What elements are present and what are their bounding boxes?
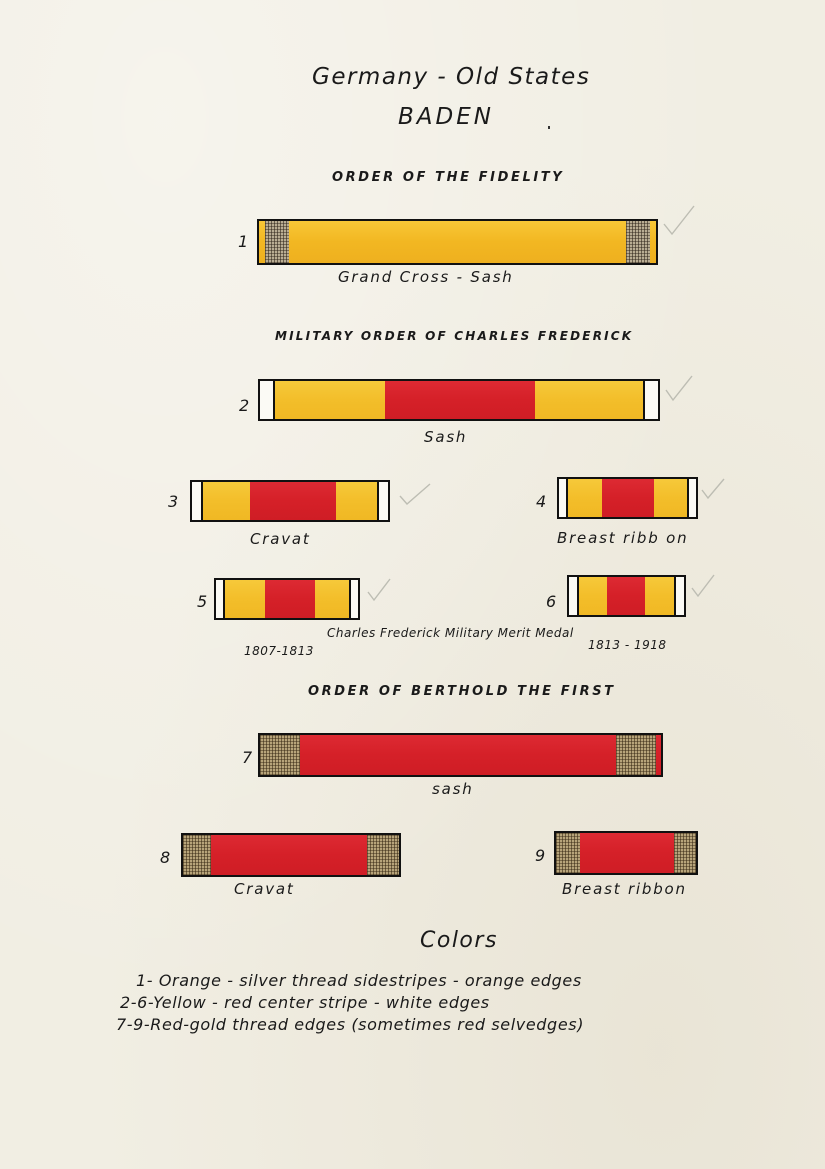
ribbon-side <box>645 577 674 615</box>
legend-line: 1- Orange - silver thread sidestripes - orange edges <box>136 971 582 990</box>
ribbon-edge <box>650 221 656 263</box>
ribbon-center-stripe <box>385 381 535 419</box>
ink-dot <box>548 126 550 129</box>
ribbon-edge <box>377 482 388 520</box>
gold-thread-edge <box>556 833 580 873</box>
ribbon-edge <box>559 479 568 517</box>
ribbon-number: 4 <box>536 492 547 511</box>
ribbon-number: 6 <box>546 592 557 611</box>
ribbon-center-stripe <box>250 482 336 520</box>
ribbon-edge <box>349 580 358 618</box>
checkmark-icon <box>366 576 392 604</box>
ribbon-9-breast-ribbon <box>554 831 698 875</box>
ribbon-caption: Cravat <box>234 880 295 898</box>
ribbon-number: 9 <box>535 846 546 865</box>
gold-thread-edge <box>260 735 300 775</box>
ribbon-side <box>275 381 385 419</box>
ribbon-center-stripe <box>602 479 654 517</box>
ribbon-edge <box>260 381 275 419</box>
ribbon-side <box>568 479 602 517</box>
checkmark-icon <box>664 374 694 404</box>
ribbon-center-stripe <box>265 580 315 618</box>
ribbon-8-cravat <box>181 833 401 877</box>
ribbon-number: 8 <box>160 848 171 867</box>
ribbon-4-breast-ribbon <box>557 477 698 519</box>
ribbon-caption: Cravat <box>250 530 311 548</box>
page-subtitle: BADEN <box>398 104 494 130</box>
ribbon-caption: Breast ribb on <box>557 529 689 547</box>
ribbon-number: 7 <box>242 748 253 767</box>
ribbon-center <box>211 835 367 875</box>
ribbon-number: 3 <box>168 492 179 511</box>
checkmark-icon <box>700 476 726 502</box>
ribbon-6-medal-ribbon <box>567 575 686 617</box>
ribbon-7-sash <box>258 733 663 777</box>
ribbon-side <box>336 482 377 520</box>
ribbon-side <box>535 381 643 419</box>
ribbon-2-sash <box>258 379 660 421</box>
section-heading-fidelity: ORDER OF THE FIDELITY <box>332 170 565 185</box>
ribbon-side <box>225 580 265 618</box>
ribbon-edge <box>216 580 225 618</box>
gold-thread-edge <box>674 833 696 873</box>
medal-caption: Charles Frederick Military Merit Medal <box>327 626 574 640</box>
legend-line: 7-9-Red-gold thread edges (sometimes red selvedges) <box>116 1015 585 1034</box>
legend-title: Colors <box>420 928 498 953</box>
ribbon-caption: Sash <box>424 428 468 446</box>
silver-sidestripe <box>626 221 650 263</box>
section-heading-berthold: ORDER OF BERTHOLD THE FIRST <box>308 684 616 699</box>
ribbon-center <box>300 735 616 775</box>
ribbon-center <box>580 833 674 873</box>
ribbon-3-cravat <box>190 480 390 522</box>
ribbon-caption: Grand Cross - Sash <box>338 268 514 286</box>
checkmark-icon <box>690 572 716 600</box>
ribbon-edge <box>643 381 658 419</box>
gold-thread-edge <box>616 735 656 775</box>
ribbon-edge <box>569 577 579 615</box>
ribbon-center <box>289 221 626 263</box>
checkmark-icon <box>398 480 432 506</box>
gold-thread-edge <box>183 835 211 875</box>
ribbon-5-medal-ribbon <box>214 578 360 620</box>
ribbon-side <box>579 577 607 615</box>
gold-thread-edge <box>367 835 399 875</box>
ribbon-side <box>315 580 349 618</box>
ribbon-number: 2 <box>239 396 250 415</box>
red-selvedge <box>656 735 661 775</box>
section-heading-charles: MILITARY ORDER OF CHARLES FREDERICK <box>275 329 634 343</box>
ribbon-center-stripe <box>607 577 645 615</box>
medal-date-left: 1807-1813 <box>244 644 314 658</box>
page-title: Germany - Old States <box>312 64 591 90</box>
legend-line: 2-6-Yellow - red center stripe - white edges <box>120 993 490 1012</box>
checkmark-icon <box>662 204 696 238</box>
ribbon-edge <box>687 479 696 517</box>
ribbon-number: 1 <box>238 232 249 251</box>
medal-date-right: 1813 - 1918 <box>588 638 667 652</box>
ribbon-side <box>654 479 687 517</box>
ribbon-1-grand-cross-sash <box>257 219 658 265</box>
ribbon-caption: Breast ribbon <box>562 880 687 898</box>
ribbon-caption: sash <box>432 780 474 798</box>
ribbon-number: 5 <box>197 592 208 611</box>
ribbon-edge <box>192 482 203 520</box>
ribbon-side <box>203 482 250 520</box>
ribbon-edge <box>674 577 684 615</box>
silver-sidestripe <box>265 221 289 263</box>
